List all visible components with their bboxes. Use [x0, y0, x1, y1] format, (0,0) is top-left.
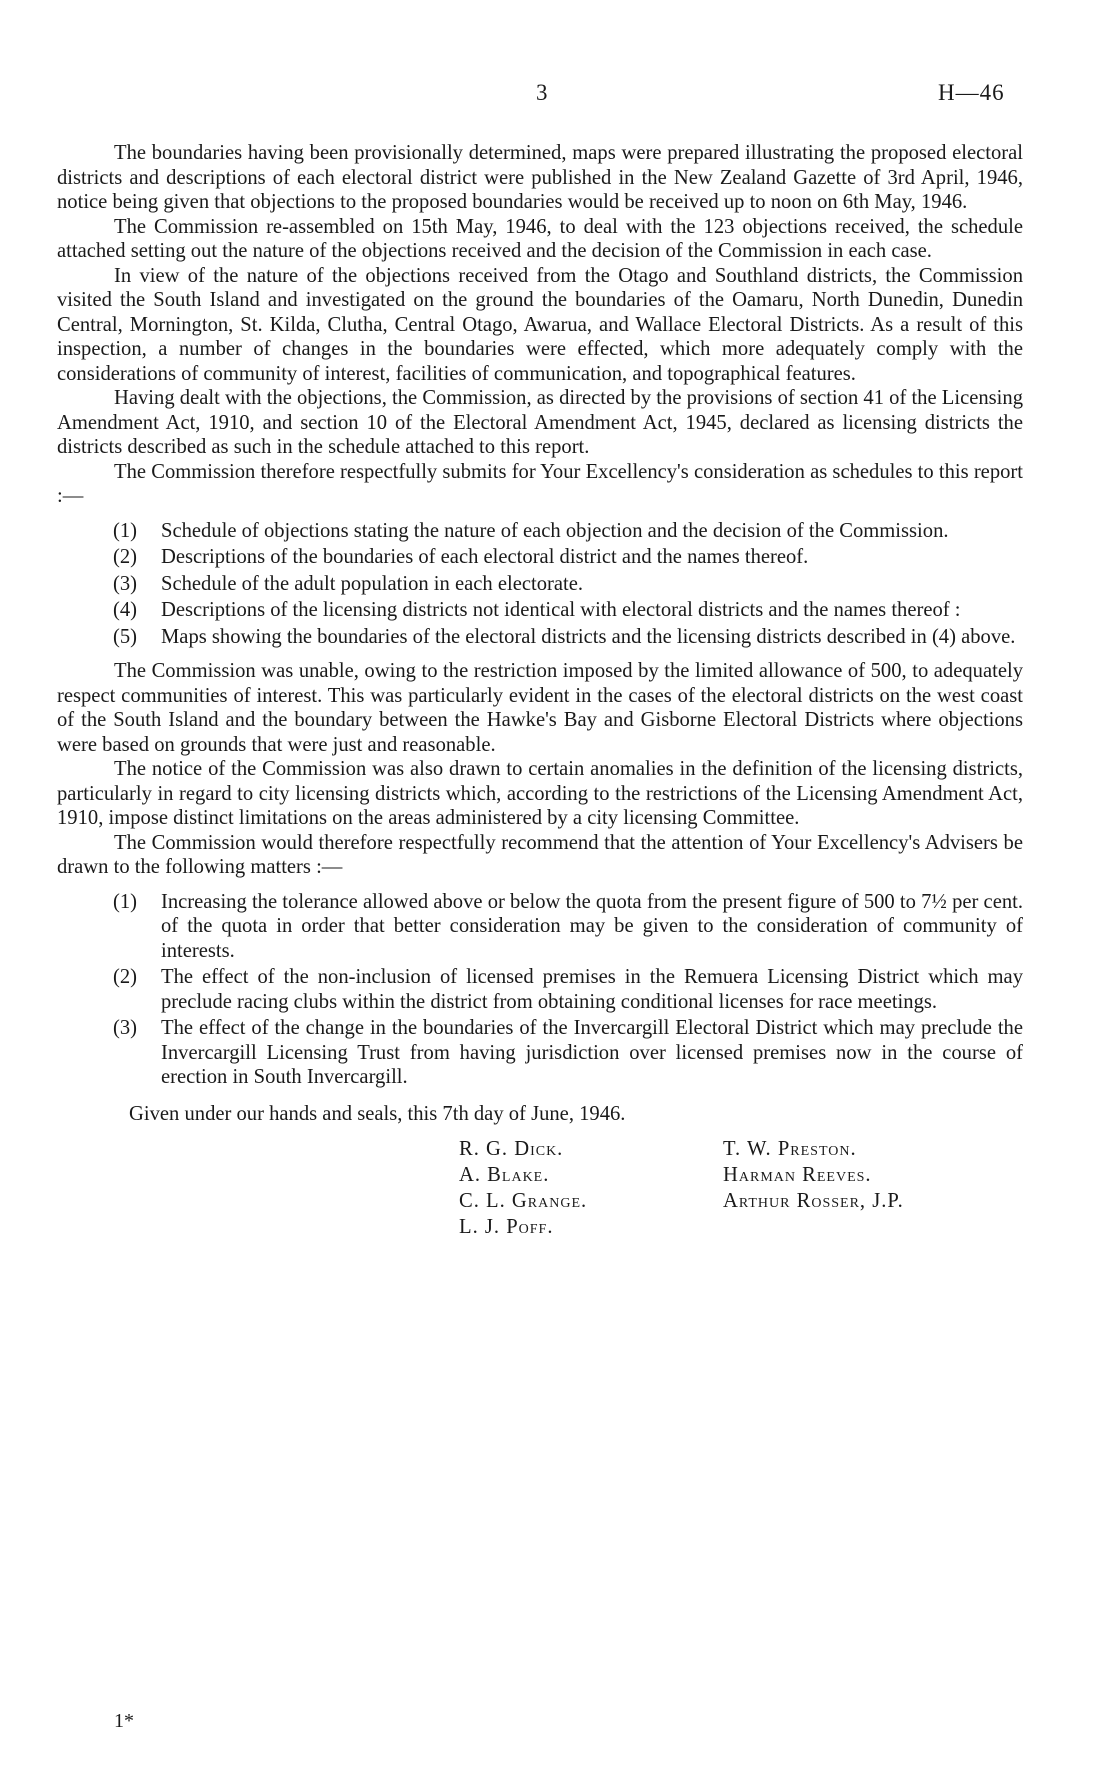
signatories-block — [459, 1136, 1023, 1240]
list-item-number: (1) — [113, 890, 138, 913]
signatories-left-column — [459, 1136, 723, 1240]
list-item-number: (2) — [113, 546, 138, 568]
list-item — [57, 625, 1023, 650]
paragraph-commission-reassembled: The Commission re-assembled on 15th May, 1946, to deal with the 123 objections received, the schedule attached setting out the nature of the objections received and the decision of the Commission in each case. — [57, 215, 1023, 262]
schedules-list — [57, 519, 1023, 650]
list-item — [57, 545, 1023, 570]
list-item-number: (3) — [113, 572, 138, 595]
paragraph-submits-schedules: The Commission therefore respectfully submits for Your Excellency's consideration as schedules to this report :— — [57, 460, 1023, 507]
signatory-name: A. Blake. — [459, 1164, 550, 1186]
list-item-text: Increasing the tolerance allowed above or below the quota from the present figure of 500 to 7½ per cent. of the quota in order that better consideration may be given to the consideration of community of interests. — [161, 890, 1023, 962]
list-item-text: The effect of the non-inclusion of licensed premises in the Remuera Licensing District which may preclude racing clubs within the district from obtaining conditional licenses for race meetings. — [161, 966, 1023, 1013]
list-item — [57, 598, 1023, 623]
signatories-right-column — [723, 1136, 987, 1240]
list-item — [57, 965, 1023, 1014]
signature-date-line: Given under our hands and seals, this 7th day of June, 1946. — [129, 1102, 626, 1125]
signatory-name: R. G. Dick. — [459, 1138, 564, 1160]
signatory-name: Harman Reeves. — [723, 1164, 872, 1186]
list-item-text: Schedule of objections stating the nature of each objection and the decision of the Commission. — [161, 519, 949, 542]
list-item — [57, 519, 1023, 544]
list-item-number: (1) — [113, 519, 138, 542]
paragraph-limited-allowance: The Commission was unable, owing to the restriction imposed by the limited allowance of 500, to adequately respect communities of interest. This was particularly evident in the cases of the electoral districts on the west coast of the South Island and the boundary between the Hawke's Bay and Gisborne Electoral Districts where objections were based on grounds that were just and reasonable. — [57, 660, 1023, 756]
list-item-number: (4) — [113, 599, 138, 621]
signatory-name: Arthur Rosser, J.P. — [723, 1190, 904, 1212]
list-item — [57, 1016, 1023, 1090]
matters-list — [57, 890, 1023, 1090]
document-code: H—46 — [938, 80, 1005, 105]
list-item-text: Descriptions of the licensing districts not identical with electoral districts and the names thereof : — [161, 599, 961, 621]
signatory-name: T. W. Preston. — [723, 1138, 857, 1160]
list-item-text: The effect of the change in the boundaries of the Invercargill Electoral District which may preclude the Invercargill Licensing Trust from having jurisdiction over licensed premises now in the course of erection in South Invercargill. — [161, 1017, 1023, 1088]
paragraph-recommendation: The Commission would therefore respectfully recommend that the attention of Your Excellency's Advisers be drawn to the following matters :— — [57, 831, 1023, 878]
list-item-text: Descriptions of the boundaries of each electoral district and the names thereof. — [161, 546, 809, 568]
signatory-name: C. L. Grange. — [459, 1190, 588, 1212]
signatory-name: L. J. Poff. — [459, 1216, 554, 1238]
paragraph-boundaries-determined: The boundaries having been provisionally determined, maps were prepared illustrating the proposed electoral districts and descriptions of each electoral district were published in the New Zealand Gazette of 3rd April, 1946, notice being given that objections to the proposed boundaries would be received up to noon on 6th May, 1946. — [57, 142, 1023, 213]
list-item-text: Maps showing the boundaries of the electoral districts and the licensing districts described in (4) above. — [161, 625, 1016, 648]
page-number: 3 — [536, 80, 548, 105]
paragraph-licensing-anomalies: The notice of the Commission was also drawn to certain anomalies in the definition of the licensing districts, particularly in regard to city licensing districts which, according to the restrictions of the Licensing Amendment Act, 1910, impose distinct limitations on the areas administered by a city licensing Committee. — [57, 758, 1023, 829]
list-item-number: (5) — [113, 625, 138, 648]
sheet-signature-mark: 1* — [114, 1710, 134, 1732]
list-item-text: Schedule of the adult population in each electorate. — [161, 572, 584, 595]
report-body — [57, 141, 1023, 1240]
paragraph-licensing-districts-declared: Having dealt with the objections, the Commission, as directed by the provisions of section 41 of the Licensing Amendment Act, 1910, and section 10 of the Electoral Amendment Act, 1945, declared as licensing districts the districts described as such in the schedule attached to this report. — [57, 387, 1023, 458]
paragraph-south-island-visit: In view of the nature of the objections received from the Otago and Southland districts, the Commission visited the South Island and investigated on the ground the boundaries of the Oamaru, North Dunedin, Dunedin Central, Mornington, St. Kilda, Clutha, Central Otago, Awarua, and Wallace Electoral Districts. As a result of this inspection, a number of changes in the boundaries were effected, which more adequately comply with the considerations of community of interest, facilities of communication, and topographical features. — [57, 264, 1023, 385]
list-item — [57, 572, 1023, 597]
list-item-number: (2) — [113, 966, 138, 988]
list-item-number: (3) — [113, 1017, 138, 1039]
list-item — [57, 890, 1023, 964]
